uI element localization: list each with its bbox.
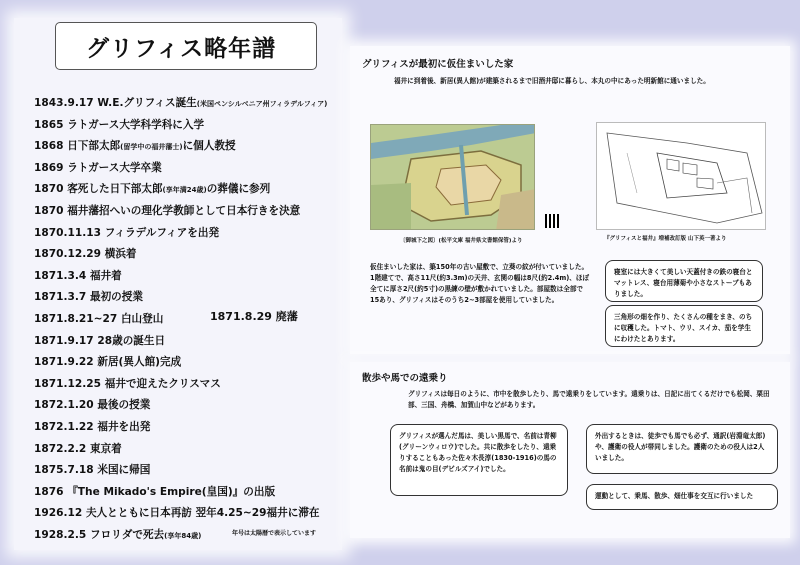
timeline-side-note: 1871.8.29 廃藩 xyxy=(210,310,298,323)
timeline-event: フロリダで死去 xyxy=(89,529,165,541)
timeline-date: 1871.12.25 xyxy=(34,377,102,390)
timeline-row xyxy=(34,377,221,391)
timeline-event: 米国に帰国 xyxy=(97,464,151,477)
timeline-event-suffix: に個人教授 xyxy=(182,140,236,153)
timeline-row xyxy=(34,334,165,348)
bedroom-bubble xyxy=(605,260,763,302)
bedroom-bubble-text: 寝室には大きくて美しい天蓋付きの鉄の寝台とマットレス、寝台用薄菊や小さなストーブもありました。 xyxy=(614,268,753,298)
timeline-row xyxy=(34,96,327,111)
qr-code-icon xyxy=(545,214,559,228)
timeline-footnote: 年号は太陽暦で表示しています xyxy=(232,530,317,537)
timeline-row xyxy=(34,139,236,154)
timeline-event: ラトガース大学科学科に入学 xyxy=(67,118,205,131)
timeline-date: 1875.7.18 xyxy=(34,464,94,477)
timeline-event-note: (享年満24歳) xyxy=(162,186,207,195)
timeline-row xyxy=(34,247,137,261)
timeline-row xyxy=(34,290,143,304)
exercise-bubble xyxy=(586,484,778,510)
timeline-event-note: (享年84歳) xyxy=(164,532,202,540)
timeline-row xyxy=(34,442,122,456)
timeline-event-note: (留学中の福井藩士) xyxy=(120,143,183,152)
timeline-event: 横浜着 xyxy=(104,248,137,261)
timeline-row xyxy=(34,269,122,283)
timeline-event: 新居(異人館)完成 xyxy=(97,356,182,369)
timeline-row xyxy=(34,506,320,520)
page-title-text: グリフィス略年譜 xyxy=(86,35,277,62)
timeline-row xyxy=(34,355,181,369)
timeline-date: 1928.2.5 xyxy=(34,529,87,541)
timeline-row xyxy=(34,118,204,132)
timeline-date: 1870.11.13 xyxy=(34,226,102,239)
timeline-date: 1871.9.22 xyxy=(34,356,94,369)
timeline-row xyxy=(34,463,150,477)
timeline-row xyxy=(34,420,150,434)
timeline-date: 1871.3.7 xyxy=(34,291,87,304)
timeline-date: 1843.9.17 xyxy=(34,97,94,109)
timeline-row xyxy=(34,398,150,412)
garden-bubble xyxy=(605,305,763,347)
horse-bubble-text: グリフィスが選んだ馬は、美しい黒馬で、名前は青柳(グリーンウィロウ)でした。共に散歩をしたり、遠乗りすることもあった佐々木長淳(1830-1916)の馬の名前は鬼の目(デビルズアイ)でした。 xyxy=(399,432,557,473)
timeline-event: ラトガース大学卒業 xyxy=(67,161,162,174)
escort-bubble-text: 外出するときは、徒歩でも馬でも必ず、通訳(岩淵竜太郎)や、護衛の役人が帯同しました。護衛のための役人は2人いました。 xyxy=(595,432,766,462)
timeline-date: 1872.2.2 xyxy=(34,442,87,455)
timeline-event: フィラデルフィアを出発 xyxy=(104,226,220,239)
timeline-date: 1872.1.22 xyxy=(34,421,94,433)
section-riding-intro: グリフィスは毎日のように、市中を散歩したり、馬で遠乗りをしています。遠乗りは、日記に出てくるだけでも松岡、栗田部、三国、舟橋、加賀山中などがあります。 xyxy=(408,390,770,409)
timeline-event: 福井を出発 xyxy=(97,421,151,433)
timeline-date: 1871.3.4 xyxy=(34,269,87,282)
escort-bubble xyxy=(586,424,778,474)
timeline-row xyxy=(34,528,201,543)
page-title xyxy=(55,22,317,70)
castle-town-map-image xyxy=(371,125,535,230)
timeline-date: 1872.1.20 xyxy=(34,399,94,412)
exercise-bubble-text: 運動として、乗馬、散歩、畑仕事を交互に行いました xyxy=(595,492,754,500)
horse-bubble xyxy=(390,424,568,496)
timeline-row xyxy=(34,182,270,197)
section-residence-heading: グリフィスが最初に仮住まいした家 xyxy=(362,59,514,70)
timeline-date: 1871.9.17 xyxy=(34,334,94,347)
timeline-date: 1926.12 xyxy=(34,507,83,520)
timeline-row xyxy=(34,161,162,175)
timeline-event: 最後の授業 xyxy=(97,399,151,412)
timeline-date: 1870.12.29 xyxy=(34,248,102,261)
timeline-event: 最初の授業 xyxy=(89,291,143,304)
timeline-date: 1876 xyxy=(34,485,64,498)
map1-caption: 〔御城下之図〕(松平文庫 福井県文書館保管)より xyxy=(400,238,523,244)
timeline-event: 『The Mikado's Empire(皇国)』の出版 xyxy=(67,485,276,498)
castle-town-map xyxy=(370,124,535,230)
map2-caption: 『グリフィスと福井』増補改訂版 山下英一著より xyxy=(604,236,727,242)
timeline-event-suffix: の葬儀に参列 xyxy=(206,183,271,196)
timeline-row xyxy=(34,312,163,326)
timeline-date: 1871.8.21~27 xyxy=(34,313,118,325)
timeline-event-note: (米国ペンシルベニア州フィラデルフィア) xyxy=(196,100,328,108)
timeline-event: W.E.グリフィス誕生 xyxy=(97,97,197,109)
timeline-event: 福井藩招へいの理化学教師として日本行きを決意 xyxy=(67,205,301,217)
timeline-row xyxy=(34,485,275,499)
timeline-date: 1870 xyxy=(34,205,64,217)
section-riding-heading: 散歩や馬での遠乗り xyxy=(362,373,448,384)
timeline-event: 福井で迎えたクリスマス xyxy=(104,377,221,390)
timeline-event: 白山登山 xyxy=(120,313,164,325)
timeline-row xyxy=(34,226,219,240)
garden-bubble-text: 三角形の畑を作り、たくさんの種をまき、のちに収穫した。トマト、ウリ、スイカ、茄を学生にわけたとあります。 xyxy=(614,313,753,343)
timeline-event: 28歳の誕生日 xyxy=(97,334,166,347)
timeline-date: 1869 xyxy=(34,161,64,174)
section-residence-intro: 福井に到着後、新居(異人館)が建築されるまで旧酒井邸に暮らし、本丸の中にあった明新館に通いました。 xyxy=(394,77,710,85)
timeline-row xyxy=(34,204,300,218)
residence-floor-plan xyxy=(596,122,766,230)
timeline-date: 1868 xyxy=(34,140,64,153)
timeline-date: 1865 xyxy=(34,118,64,131)
timeline-event: 日下部太郎 xyxy=(67,140,121,153)
timeline-date: 1870 xyxy=(34,183,64,196)
residence-description: 仮住まいした家は、築150年の古い屋敷で、立葵の紋が付いていました。1階建てで、高さ11尺(約3.3m)の天井、玄関の幅は8尺(約2.4m)、ほぼ全てに厚さ2尺(約5寸)の黒練の壁が敷かれていました。部屋数は全部で15あり、グリフィスはそのうち2~3部屋を使用していました。 xyxy=(370,263,590,304)
residence-floor-plan-image xyxy=(597,123,766,230)
timeline-event: 夫人とともに日本再訪 翌年4.25~29福井に滞在 xyxy=(85,507,320,520)
timeline-event: 客死した日下部太郎 xyxy=(67,183,163,196)
timeline-event: 東京着 xyxy=(89,442,122,455)
timeline-event: 福井着 xyxy=(89,269,122,282)
